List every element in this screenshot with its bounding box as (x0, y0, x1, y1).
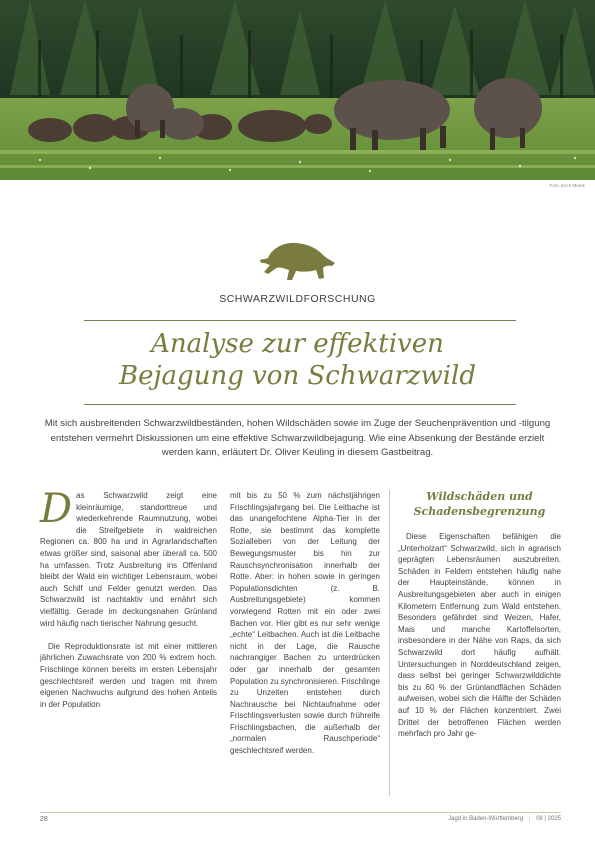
title-line-2: Bejagung von Schwarzwild (119, 361, 476, 391)
article-title (0, 328, 595, 392)
paragraph-text: as Schwarzwild zeigt eine kleinräumige, standorttreue und wiederkehrende Raumnutzung, wobei die Streifgebiete in waldreichen Regionen ca. 800 ha und in Agrarlandschaften etwas größer sind, saisonal aber überall ca. 500 ha umfassen. Trotz Ausbreitung ins Offenland bleibt der Wald ein wichtiger Lebensraum, wobei auch Schilf und Felder genutzt werden. Das Schwarzwild ist nachtaktiv und ernährt sich vielfältig. Gerade im deckungsnahen Grünland wird häufig nach tierischer Nahrung gesucht. (40, 491, 217, 628)
column-divider (389, 490, 390, 796)
subheading-line-2: Schadensbegrenzung (413, 504, 546, 518)
page-number: 28 (40, 816, 48, 823)
title-rule-bottom (84, 404, 516, 405)
text-column-3 (398, 490, 561, 751)
footer-publication (448, 816, 561, 822)
text-column-1 (40, 486, 217, 722)
paragraph: Diese Eigenschaften befähigen die „Unterholzart“ Schwarzwild, sich in agrarisch geprägten Lebensräumen auszubreiten. Schäden in Feldern entstehen häufig nahe der Haupteinstände, können in Ausbreitungsgebieten aber auch in einigen Kilometern Entfernung zum Wald entstehen. Besonders gefährdet sind Weizen, Hafer, Mais und manche Kartoffelsorten, insbesondere in der Nähe von Raps, da sich Schwarzwild dort häufig aufhält. Untersuchungen in Norddeutschland zeigen, dass selbst bei geringer Schwarzwilddichte bis zu 60 % der Grünlandflächen Schäden aufweisen, wobei sich die Hälfte der Schäden auf 10 % der Flächen konzentriert. Zwei Drittel der betroffenen Flächen werden mehrfach pro Jahr ge- (398, 532, 561, 739)
paragraph: mit bis zu 50 % zum nächstjährigen Frischlingsjahrgang bei. Die Leitbache ist das unangefochtene Alpha-Tier in der Rotte, sie bestimmt das komplette Sozialleben von der Leitung der Bewegungsmuster bis hin zur Rauschsynchronisation innerhalb der Rotte. Aber: in hohen sowie in geringen Populationsdichten (z. B. Ausbreitungsgebiete) kommen vorwiegend Rotten mit ein oder zwei Bachen vor. Hier gibt es nur sehr wenige „echte“ Leitbachen. Auch ist die Leitbache nicht in der Lage, die Rausche nachrangiger Bachen zu unterdrücken oder gar innerhalb der gesamten Population zu synchronisieren. Frischlinge zu Unzeiten entstehen durch Nachrausche bei Nichtaufnahme oder Frischlingsverlusten sowie durch frühreife Frischlingsbachen, die außerhalb der „normalen Rauschperiode“ geschlechtsreif werden. (230, 491, 380, 756)
title-rule-top (84, 320, 516, 321)
wild-boar-icon (258, 238, 338, 284)
section-subheading (398, 490, 561, 519)
paragraph (40, 486, 217, 629)
article-intro: Mit sich ausbreitenden Schwarzwildbeständen, hohen Wildschäden sowie im Zuge der Seuchenprävention und -tilgung entstehen vermehrt Diskussionen um eine effektive Schwarzwildbejagung. Wie eine Absenkung der Bestände erzielt werden kann, erläutert Dr. Oliver Keuling in diesem Gastbeitrag. (44, 418, 551, 459)
footer-rule (40, 812, 561, 813)
text-column-2 (230, 490, 380, 768)
paragraph: Die Reproduktionsrate ist mit einer mittleren jährlichen Zuwachsrate von 200 % extrem hoch. Frischlinge können bereits im ersten Lebensjahr geschlechtsreif werden und tragen mit ihrem eigenen Nachwuchs aufgrund des hohen Anteils in der Population (40, 641, 217, 709)
boar-meadow-image (0, 0, 595, 180)
section-kicker: SCHWARZWILDFORSCHUNG (219, 293, 376, 305)
footer-separator: | (528, 816, 531, 822)
header-photo (0, 0, 595, 180)
issue-number: 08 | 2025 (536, 816, 561, 822)
title-line-1: Analyse zur effektiven (151, 329, 444, 359)
subheading-line-1: Wildschäden und (426, 490, 533, 503)
drop-cap: D (40, 486, 73, 532)
journal-name: Jagd in Baden-Württemberg (448, 816, 524, 822)
photo-credit: Foto: Erich Marek (549, 183, 585, 188)
